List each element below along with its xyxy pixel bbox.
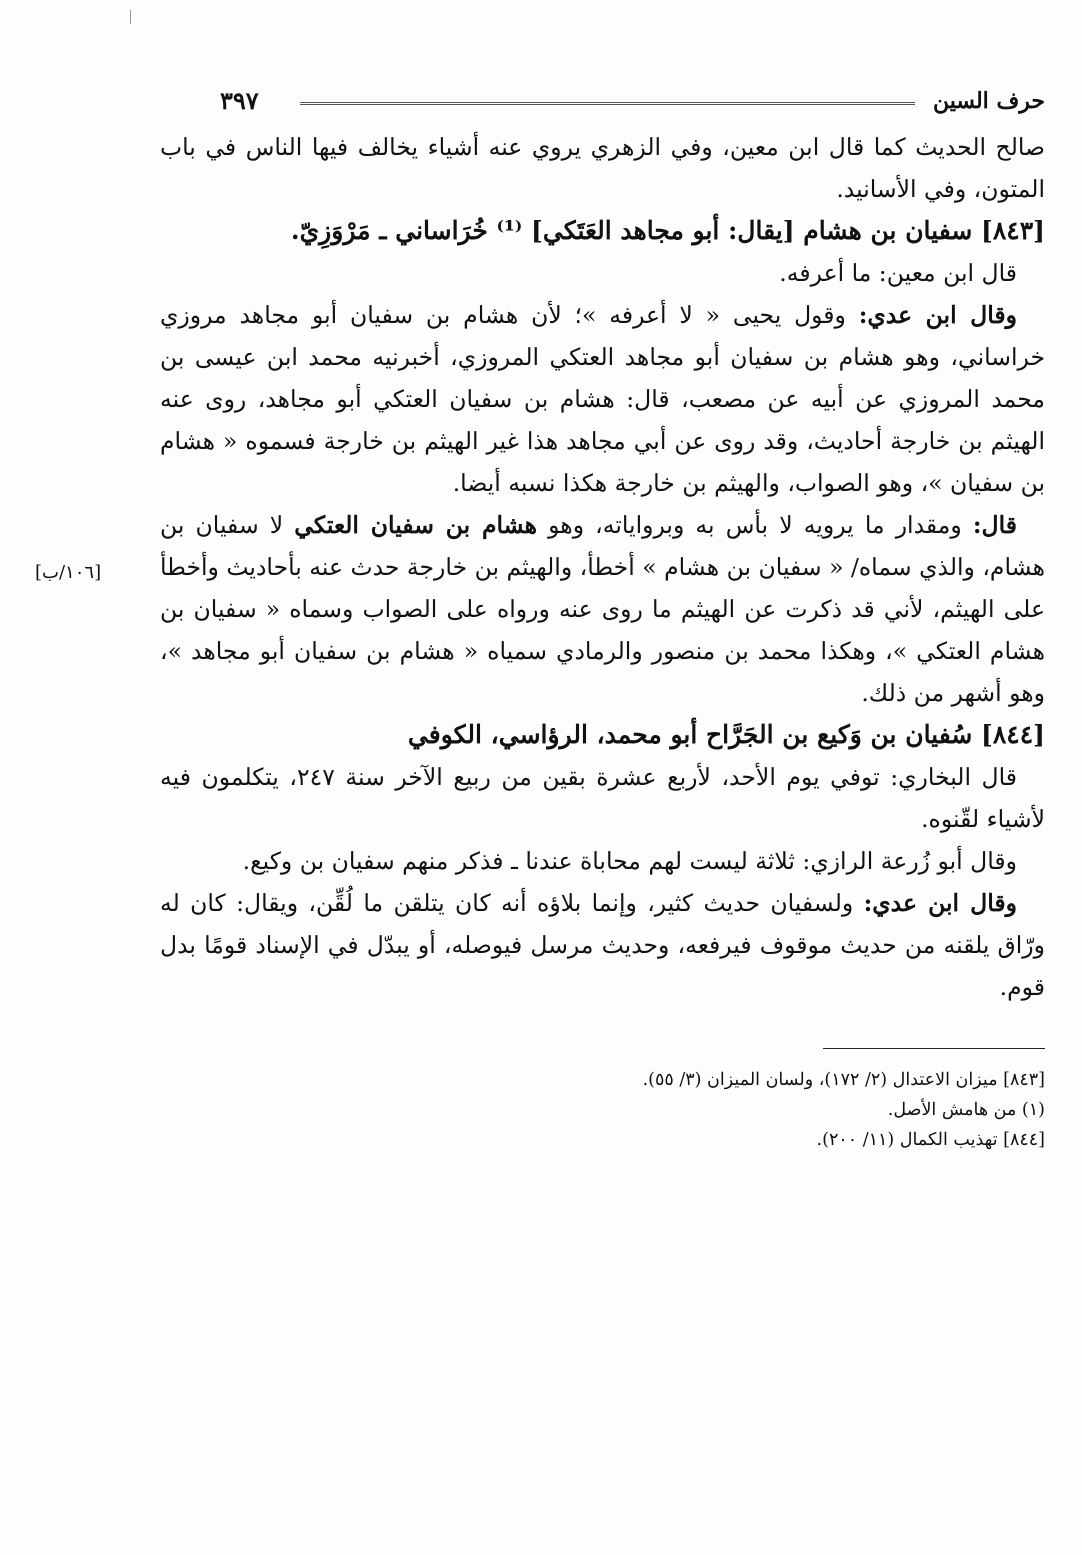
speaker-label: وقال ابن عدي: (858, 301, 1017, 329)
chapter-title: حرف السين (932, 88, 1045, 114)
page-body (35, 126, 1045, 1008)
footnote-rule (823, 1048, 1045, 1049)
paragraph-text: وقول يحيى « لا أعرفه »؛ لأن هشام بن سفيان أبو مجاهد مروزي خراساني، وهو هشام بن سفيان أبو مجاهد العتكي المروزي، أخبرنيه محمد ابن عيسى بن محمد المروزي عن أبيه عن مصعب، قال: هشام بن سفيان العتكي أبو مجاهد، روى عنه الهيثم بن خارجة أحاديث، وقد روى عن أبي مجاهد هذا غير الهيثم بن خارجة فسموه « هشام بن سفيان »، وهو الصواب، والهيثم بن خارجة هكذا نسبه أيضا. (160, 301, 1045, 497)
header-rule (300, 102, 915, 105)
paragraph-bukhari: قال البخاري: توفي يوم الأحد، لأربع عشرة بقين من ربيع الآخر سنة ٢٤٧، يتكلمون فيه لأشياء لقّنوه. (160, 763, 1045, 833)
footnote-843: [٨٤٣] ميزان الاعتدال (٢/ ١٧٢)، ولسان الميزان (٣/ ٥٥). (642, 1070, 1045, 1090)
footnote-844: [٨٤٤] تهذيب الكمال (١١/ ٢٠٠). (816, 1130, 1045, 1150)
page-header (160, 80, 1045, 126)
paragraph-ibn-maeen: قال ابن معين: ما أعرفه. (779, 259, 1017, 287)
paragraph-qala (35, 504, 1045, 714)
paragraph-abu-zura: وقال أبو زُرعة الرازي: ثلاثة ليست لهم محاباة عندنا ـ فذكر منهم سفيان بن وكيع. (242, 847, 1017, 875)
entry-heading-844: [٨٤٤] سُفيان بن وَكيع بن الجَرَّاح أبو محمد، الرؤاسي، الكوفي (407, 720, 1045, 749)
gutter-mark (130, 10, 131, 24)
speaker-label: وقال ابن عدي: (863, 889, 1017, 917)
bold-name: هشام بن سفيان العتكي (294, 511, 538, 539)
paragraph-text: لا سفيان بن هشام، والذي سماه/ « سفيان بن هشام » أخطأ، والهيثم بن خارجة حدث عنه بأحاديث وأخطأ على الهيثم، لأني قد ذكرت عن الهيثم ما روى عنه ورواه على الصواب وسماه « سفيان بن هشام العتكي »، وهكذا محمد بن منصور والرمادي سمياه « هشام بن سفيان أبو مجاهد »، وهو أشهر من ذلك. (160, 511, 1045, 707)
paragraph-ibn-adi-1 (160, 294, 1045, 504)
paragraph-ibn-adi-2 (160, 882, 1045, 1008)
paragraph-text: ولسفيان حديث كثير، وإنما بلاؤه أنه كان يتلقن ما لُقِّن، ويقال: كان له ورّاق يلقنه من حديث موقوف فيرفعه، وحديث مرسل فيوصله، أو يبدّل في الإسناد قومًا بدل قوم. (160, 889, 1045, 1001)
margin-folio-ref: [١٠٦/ب] (35, 562, 102, 583)
document-page (35, 80, 1045, 1155)
entry-heading-843: [٨٤٣] سفيان بن هشام [يقال: أبو مجاهد العَتَكي] ⁽¹⁾ خُرَاساني ـ مَرْوَزِيّ. (290, 216, 1045, 245)
speaker-label: قال: (972, 511, 1018, 539)
paragraph-continuation: صالح الحديث كما قال ابن معين، وفي الزهري يروي عنه أشياء يخالف فيها الناس في باب المتون، وفي الأسانيد. (160, 133, 1045, 203)
footnotes (160, 1065, 1045, 1155)
footnote-1: (١) من هامش الأصل. (887, 1100, 1045, 1120)
page-number: ٣٩٧ (220, 86, 259, 115)
paragraph-text: ومقدار ما يرويه لا بأس به وبرواياته، وهو (537, 511, 973, 539)
